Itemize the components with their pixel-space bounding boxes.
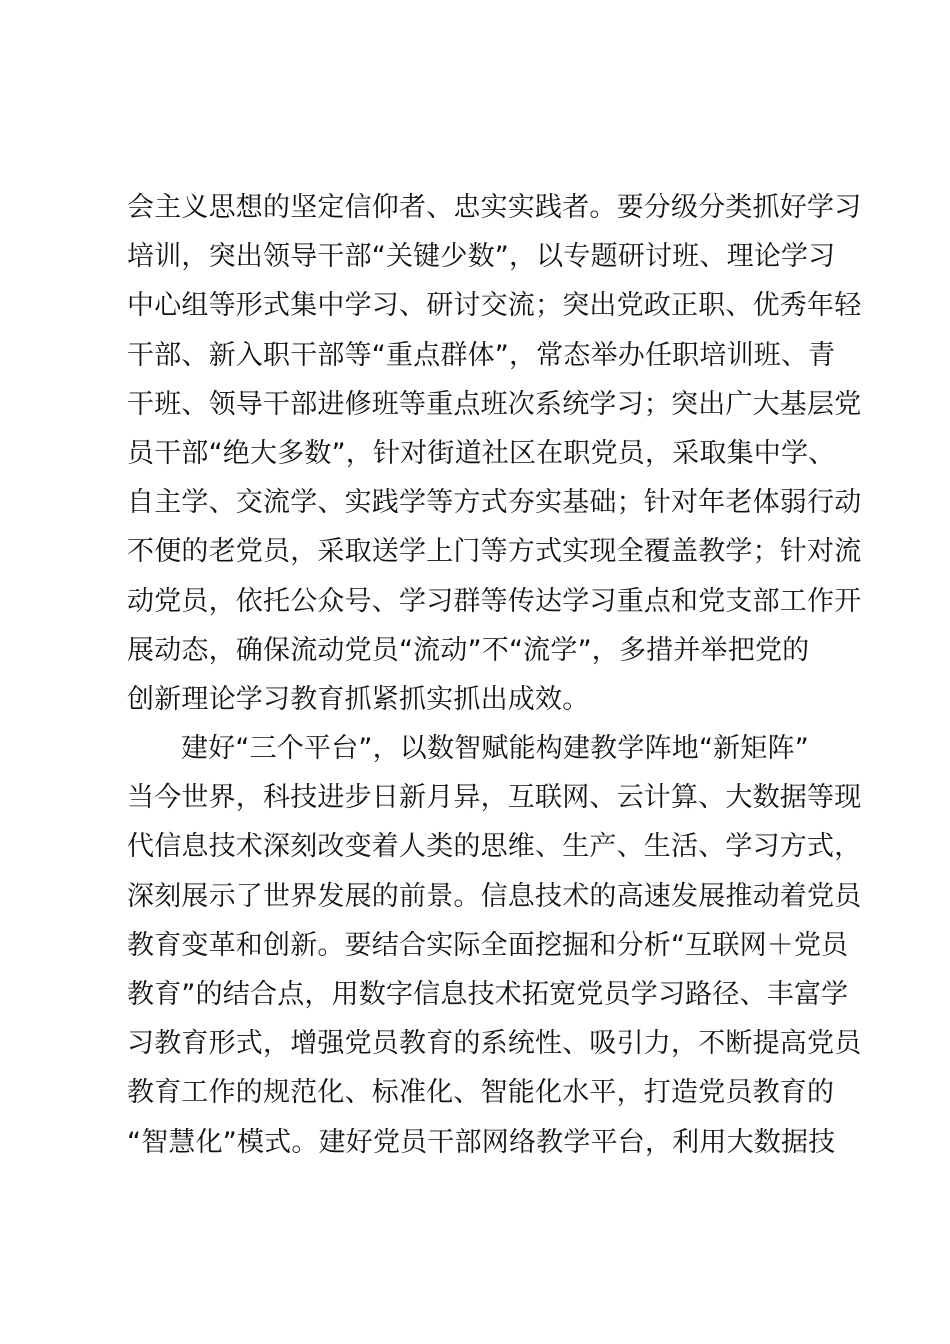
section-heading: 建好“三个平台”，以数智赋能构建教学阵地“新矩阵”	[181, 733, 809, 765]
text-line: 习教育形式，增强党员教育的系统性、吸引力，不断提高党员	[127, 1028, 862, 1060]
text-line: 干班、领导干部进修班等重点班次系统学习；突出广大基层党	[127, 388, 862, 420]
body-text	[127, 183, 862, 1167]
text-line: 教育工作的规范化、标准化、智能化水平，打造党员教育的	[127, 1077, 835, 1109]
text-line: 干部、新入职干部等“重点群体”，常态举办任职培训班、青	[127, 339, 836, 371]
text-line: 深刻展示了世界发展的前景。信息技术的高速发展推动着党员	[127, 880, 862, 912]
text-line: 创新理论学习教育抓紧抓实抓出成效。	[127, 683, 590, 715]
text-line: 培训，突出领导干部“关键少数”，以专题研讨班、理论学习	[127, 241, 836, 273]
text-line: 当今世界，科技进步日新月异，互联网、云计算、大数据等现	[127, 782, 862, 814]
text-line: 员干部“绝大多数”，针对街道社区在职党员，采取集中学、	[127, 437, 836, 469]
text-line: 教育”的结合点，用数字信息技术拓宽党员学习路径、丰富学	[127, 979, 849, 1010]
text-line: “智慧化”模式。建好党员干部网络教学平台，利用大数据技	[127, 1126, 836, 1158]
text-line: 中心组等形式集中学习、研讨交流；突出党政正职、优秀年轻	[127, 290, 862, 322]
text-line: 代信息技术深刻改变着人类的思维、生产、生活、学习方式，	[127, 831, 862, 863]
text-line: 动党员，依托公众号、学习群等传达学习重点和党支部工作开	[127, 585, 862, 617]
text-line: 不便的老党员，采取送学上门等方式实现全覆盖教学；针对流	[127, 536, 862, 568]
text-line: 教育变革和创新。要结合实际全面挖掘和分析“互联网＋党员	[127, 929, 849, 961]
text-line: 自主学、交流学、实践学等方式夯实基础；针对年老体弱行动	[127, 487, 862, 519]
text-line: 展动态，确保流动党员“流动”不“流学”，多措并举把党的	[127, 634, 810, 666]
text-line: 会主义思想的坚定信仰者、忠实实践者。要分级分类抓好学习	[127, 192, 862, 223]
